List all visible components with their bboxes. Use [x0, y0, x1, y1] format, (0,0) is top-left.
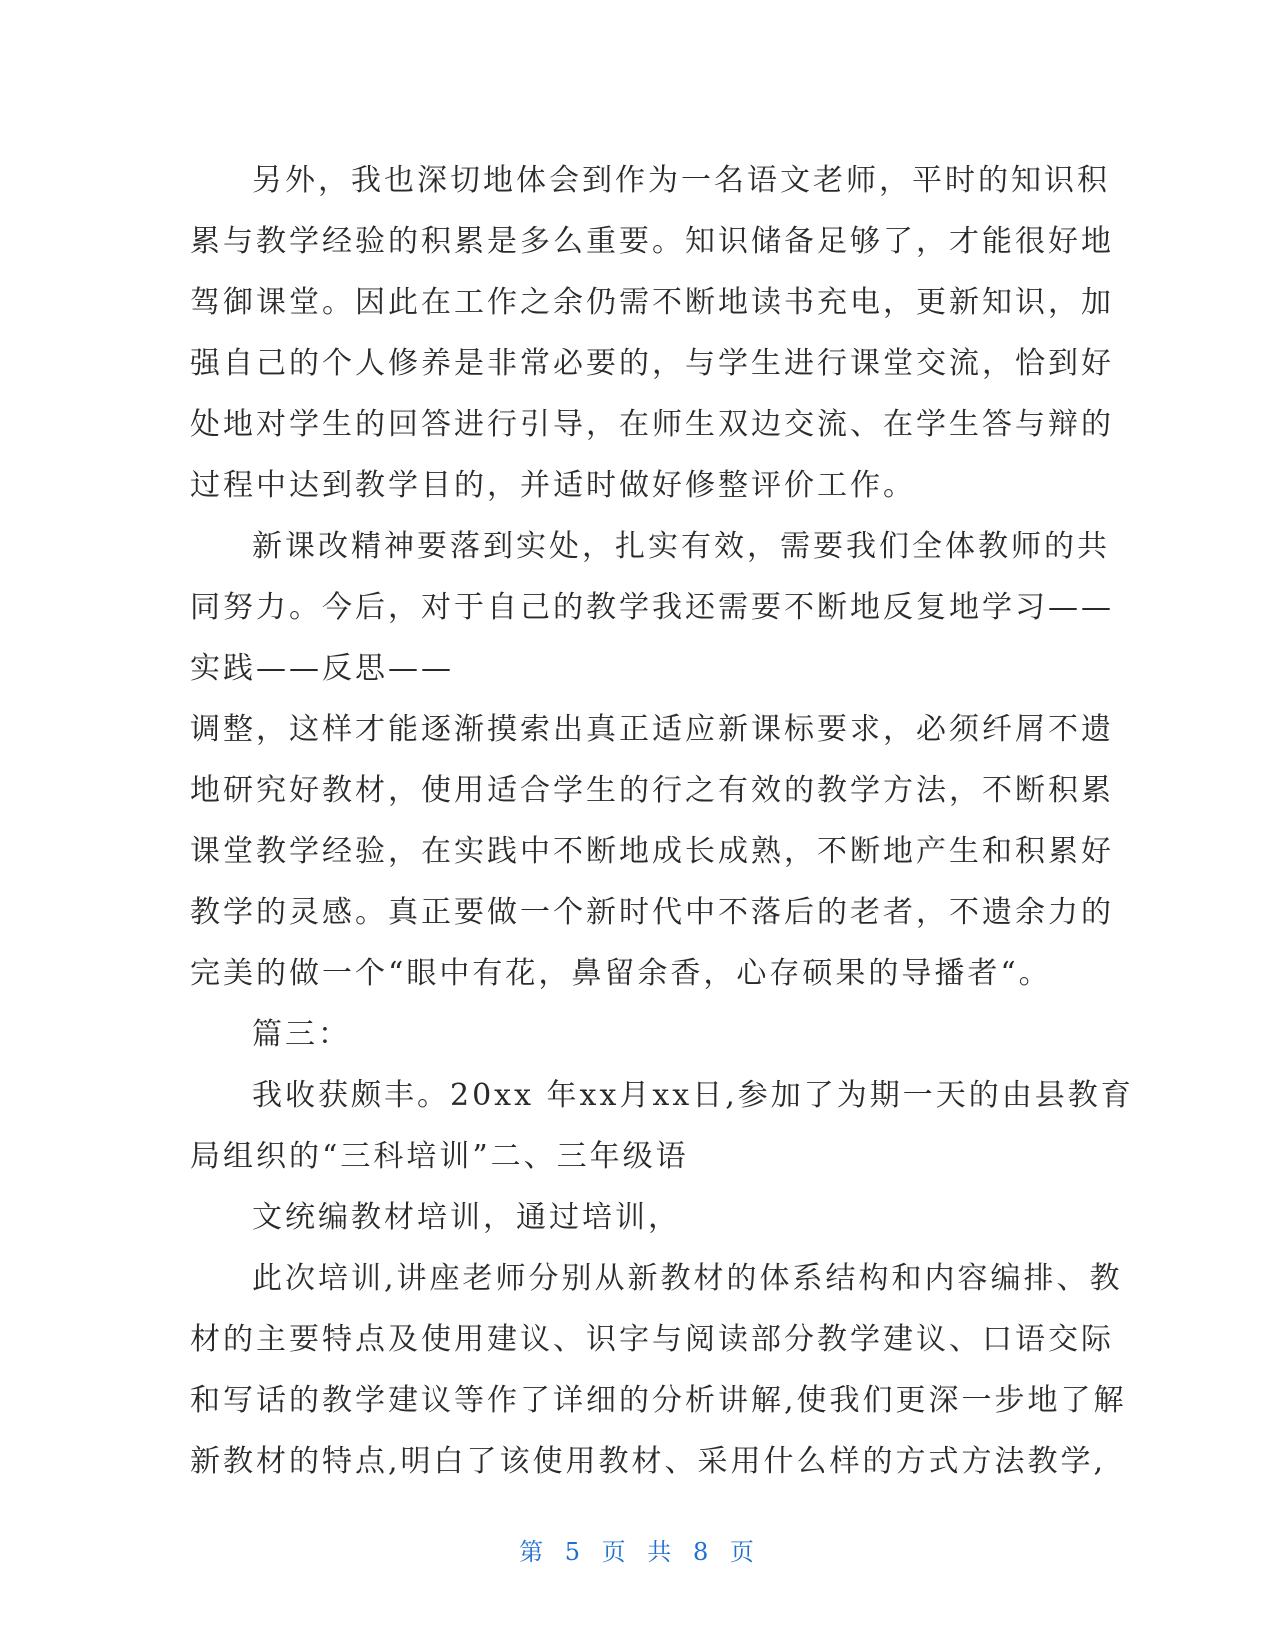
text-line: 课堂教学经验，在实践中不断地成长成熟，不断地产生和积累好 [190, 834, 1114, 869]
paragraph-training-intro [190, 1065, 1134, 1187]
page-number-footer: 第 5 页 共 8 页 [519, 1538, 756, 1566]
text-line: 局组织的“三科培训”二、三年级语 [190, 1139, 689, 1174]
section-heading [190, 1004, 1070, 1065]
text-line: 篇三： [252, 1017, 351, 1052]
text-line: 此次培训,讲座老师分别从新教材的体系结构和内容编排、教 [252, 1261, 1123, 1296]
text-line: 累与教学经验的积累是多么重要。知识储备足够了，才能很好地 [190, 224, 1114, 259]
text-line: 完美的做一个“眼中有花，鼻留余香，心存硕果的导播者“。 [190, 956, 1052, 991]
paragraph-training-topic [190, 1187, 1070, 1248]
text-line: 新教材的特点,明白了该使用教材、采用什么样的方式方法教学, [190, 1444, 1107, 1479]
text-line: 处地对学生的回答进行引导，在师生双边交流、在学生答与辩的 [190, 407, 1114, 442]
text-line: 实践——反思—— [190, 651, 454, 686]
text-line: 过程中达到教学目的，并适时做好修整评价工作。 [190, 468, 916, 503]
paragraph-training-details [190, 1248, 1127, 1492]
document-body [190, 150, 1134, 1492]
text-line: 新课改精神要落到实处，扎实有效，需要我们全体教师的共 [252, 529, 1110, 564]
paragraph-adjustment [190, 699, 1114, 1004]
paragraph-knowledge-accumulation [190, 150, 1114, 516]
text-line: 另外，我也深切地体会到作为一名语文老师，平时的知识积 [252, 163, 1110, 198]
text-line: 我收获颇丰。20xx 年xx月xx日,参加了为期一天的由县教育 [252, 1078, 1134, 1113]
text-line: 驾御课堂。因此在工作之余仍需不断地读书充电，更新知识，加 [190, 285, 1114, 320]
text-line: 同努力。今后，对于自己的教学我还需要不断地反复地学习—— [190, 590, 1114, 625]
text-line: 教学的灵感。真正要做一个新时代中不落后的老者，不遗余力的 [190, 895, 1114, 930]
text-line: 强自己的个人修养是非常必要的，与学生进行课堂交流，恰到好 [190, 346, 1114, 381]
text-line: 调整，这样才能逐渐摸索出真正适应新课标要求，必须纤屑不遗 [190, 712, 1114, 747]
paragraph-curriculum-reform [190, 516, 1114, 699]
text-line: 文统编教材培训，通过培训， [252, 1200, 681, 1235]
text-line: 地研究好教材，使用适合学生的行之有效的教学方法，不断积累 [190, 773, 1114, 808]
text-line: 和写话的教学建议等作了详细的分析讲解,使我们更深一步地了解 [190, 1383, 1127, 1418]
text-line: 材的主要特点及使用建议、识字与阅读部分教学建议、口语交际 [190, 1322, 1114, 1357]
